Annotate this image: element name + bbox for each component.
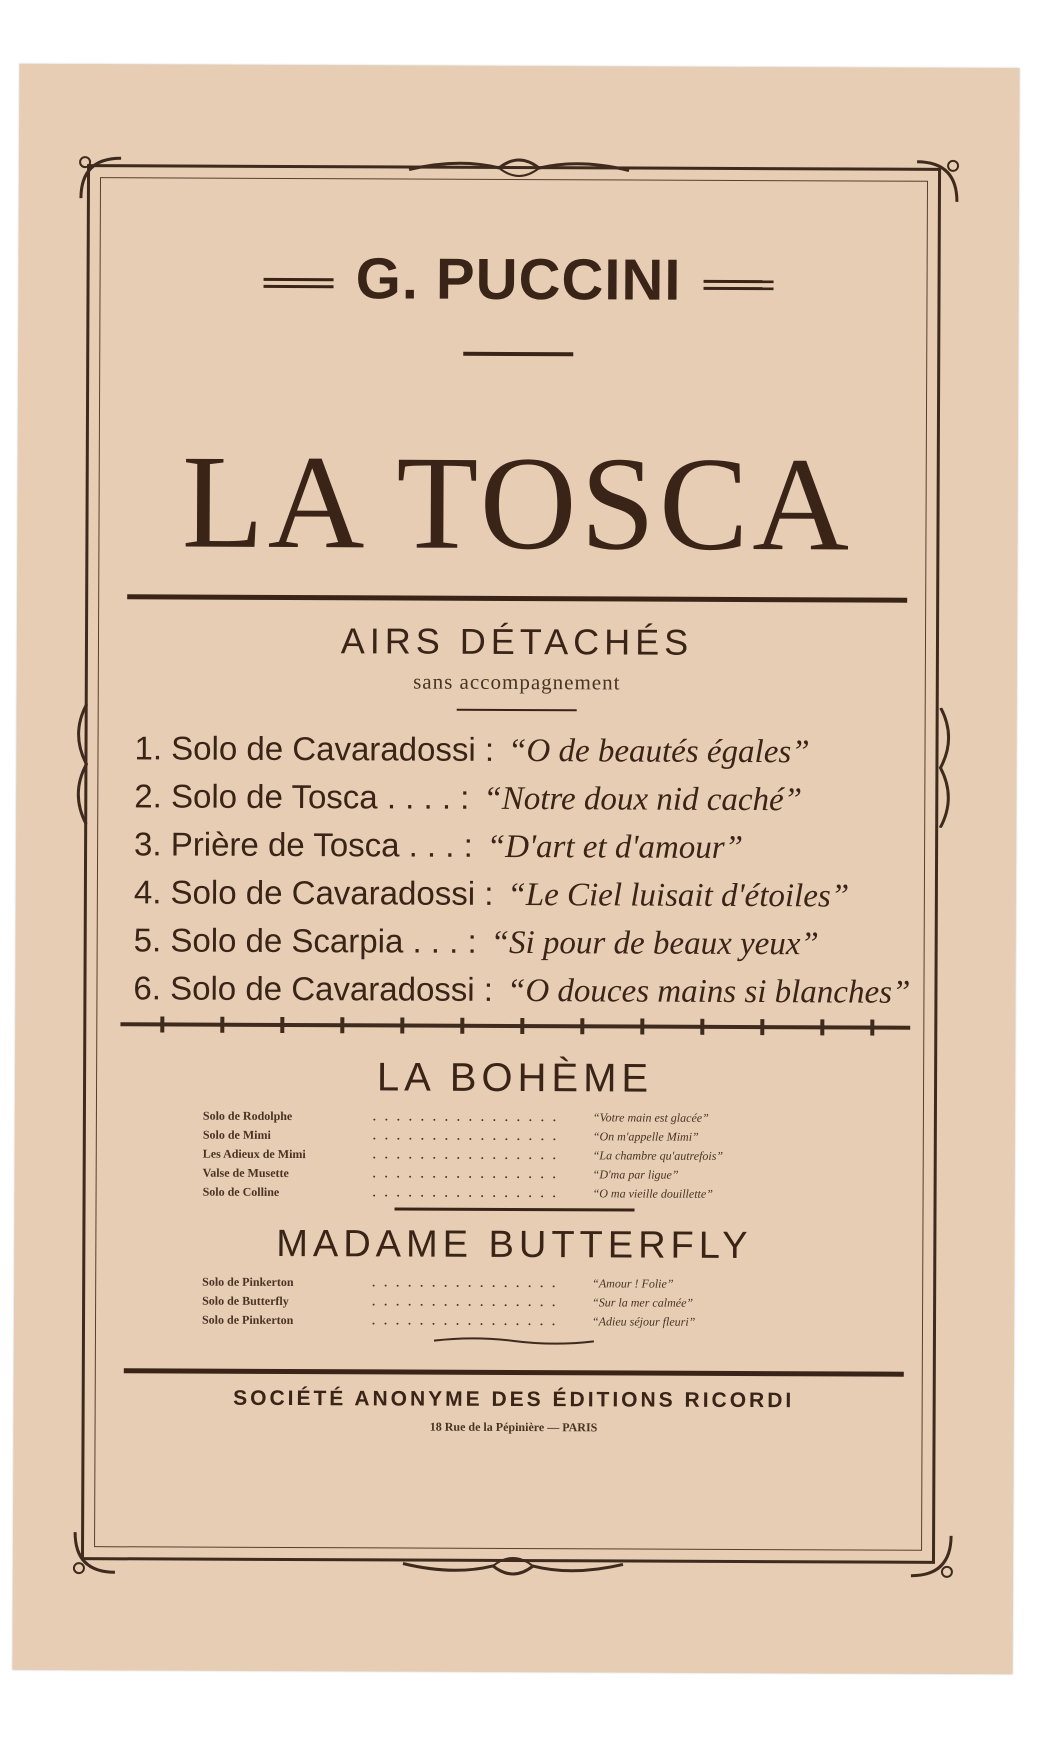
dot-leader: . . . . . . . . . . . . . . . .: [371, 1313, 559, 1329]
item-quote: “D'ma par ligue”: [592, 1167, 679, 1182]
corner-ornament-icon: [907, 152, 967, 212]
left-double-dash: [264, 278, 334, 288]
item-name: Solo de Colline: [202, 1184, 280, 1199]
item-quote: “Votre main est glacée”: [592, 1110, 709, 1125]
item-name: Solo de Mimi: [202, 1127, 271, 1142]
list-item: [134, 777, 954, 829]
list-item: [203, 1147, 803, 1169]
air-quote: “D'art et d'amour”: [486, 828, 744, 866]
item-name: Valse de Musette: [202, 1165, 289, 1181]
top-ornament-icon: [399, 147, 639, 188]
sheet-music-cover: [13, 64, 1020, 1674]
air-label: 6. Solo de Cavaradossi :: [133, 969, 494, 1008]
air-quote: “Si pour de beaux yeux”: [490, 924, 819, 963]
item-name: Solo de Pinkerton: [202, 1312, 294, 1328]
list-item: [202, 1275, 802, 1297]
corner-ornament-icon: [65, 1522, 125, 1582]
dot-leader: . . . . . . . . . . . . . . . .: [372, 1275, 559, 1291]
butterfly-list: [202, 1275, 802, 1335]
air-label: 3. Prière de Tosca . . . :: [134, 825, 473, 864]
bottom-ornament-icon: [393, 1545, 633, 1586]
item-quote: “On m'appelle Mimi”: [592, 1129, 699, 1144]
air-quote: “Notre doux nid caché”: [483, 780, 803, 819]
air-quote: “O de beautés égales”: [507, 732, 810, 771]
list-item: [134, 921, 954, 973]
item-name: Solo de Pinkerton: [202, 1274, 294, 1290]
composer-name: G. PUCCINI: [355, 246, 682, 313]
list-item: [202, 1313, 802, 1335]
small-flourish-icon: [434, 1334, 594, 1349]
air-label: 2. Solo de Tosca . . . . :: [134, 777, 470, 816]
dot-leader: . . . . . . . . . . . . . . . .: [372, 1109, 559, 1125]
list-item: [203, 1166, 803, 1188]
item-quote: “Amour ! Folie”: [592, 1276, 674, 1291]
dot-leader: . . . . . . . . . . . . . . . .: [372, 1294, 559, 1310]
boheme-list: [203, 1109, 803, 1207]
list-item: [134, 729, 954, 781]
sub-subtitle: sans accompagnement: [413, 669, 621, 695]
list-item: [202, 1294, 802, 1316]
air-label: 1. Solo de Cavaradossi :: [134, 729, 495, 768]
item-quote: “O ma vieille douillette”: [592, 1186, 713, 1201]
air-quote: “O douces mains si blanches”: [506, 972, 911, 1011]
composer-line: [18, 244, 1018, 315]
air-label: 4. Solo de Cavaradossi :: [133, 873, 494, 912]
composer-underline: [463, 352, 573, 356]
publisher-name: SOCIÉTÉ ANONYME DES ÉDITIONS RICORDI: [233, 1386, 795, 1413]
corner-ornament-icon: [901, 1526, 961, 1586]
item-quote: “Adieu séjour fleuri”: [591, 1314, 696, 1329]
beaded-divider-icon: [120, 1012, 910, 1039]
subtitle: AIRS DÉTACHÉS: [340, 620, 694, 663]
boheme-title: LA BOHÈME: [376, 1055, 654, 1101]
item-quote: “Sur la mer calmée”: [592, 1295, 694, 1310]
dot-leader: . . . . . . . . . . . . . . . .: [372, 1147, 559, 1163]
item-name: Solo de Rodolphe: [202, 1108, 293, 1124]
item-name: Solo de Butterfly: [202, 1293, 289, 1309]
airs-list: [133, 729, 954, 1021]
item-quote: “La chambre qu'autrefois”: [592, 1148, 724, 1163]
list-item: [134, 873, 954, 925]
opera-title: LA TOSCA: [181, 427, 854, 579]
item-name: Les Adieux de Mimi: [202, 1146, 306, 1162]
dot-leader: . . . . . . . . . . . . . . . .: [372, 1185, 559, 1201]
list-item: [203, 1128, 803, 1150]
butterfly-title: MADAME BUTTERFLY: [276, 1222, 753, 1268]
air-quote: “Le Ciel luisait d'étoiles”: [507, 876, 850, 915]
list-item: [203, 1109, 803, 1131]
dot-leader: . . . . . . . . . . . . . . . .: [372, 1166, 559, 1182]
publisher-address: 18 Rue de la Pépinière — PARIS: [429, 1419, 598, 1435]
dot-leader: . . . . . . . . . . . . . . . .: [372, 1128, 559, 1144]
left-scroll-ornament-icon: [68, 704, 99, 824]
air-label: 5. Solo de Scarpia . . . :: [133, 921, 477, 960]
list-item: [203, 1185, 803, 1207]
corner-ornament-icon: [71, 148, 131, 208]
right-double-dash: [703, 279, 773, 289]
list-item: [134, 825, 954, 877]
